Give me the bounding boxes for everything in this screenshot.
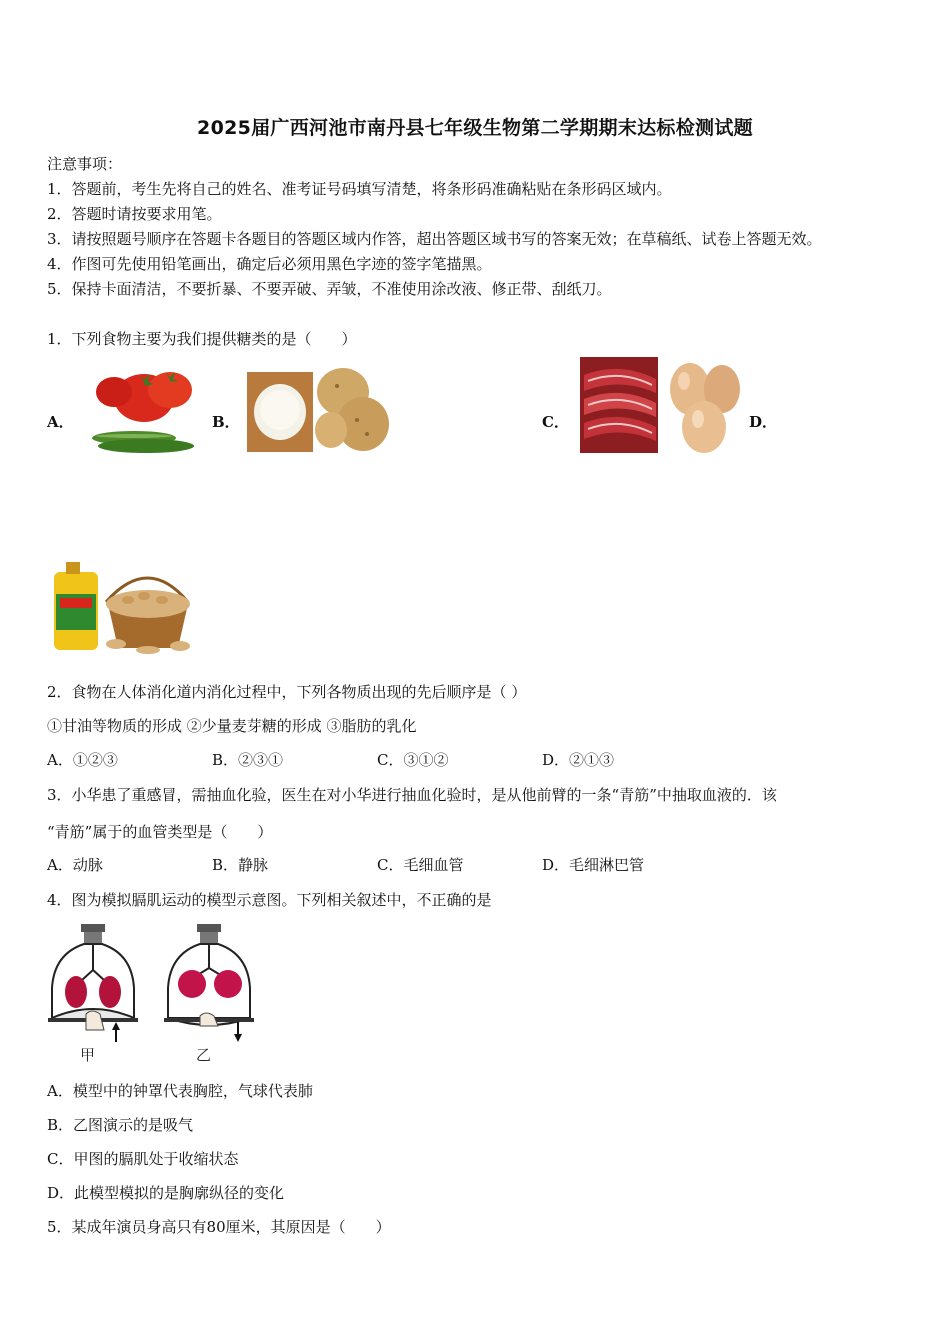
q3-option-b: B．静脉 [212, 856, 269, 874]
notice-item: 3．请按照题号顺序在答题卡各题目的答题区域内作答，超出答题区域书写的答案无效；在草稿纸、试卷上答题无效。 [47, 230, 822, 248]
q1-option-d-label: D． [749, 413, 778, 431]
page-title: 2025届广西河池市南丹县七年级生物第二学期期末达标检测试题 [197, 117, 753, 139]
beef-eggs-image [580, 355, 742, 455]
diaphragm-model-figure [46, 918, 258, 1068]
q2-option-a: A．①②③ [47, 751, 118, 769]
q4-option-d: D．此模型模拟的是胸廓纵径的变化 [47, 1184, 285, 1202]
rice-potato-image [245, 362, 393, 456]
tomato-cucumber-image [84, 360, 204, 456]
notice-item: 5．保持卡面清洁，不要折暴、不要弄破、弄皱，不准使用涂改液、修正带、刮纸刀。 [47, 280, 612, 298]
q4-option-a: A．模型中的钟罩代表胸腔，气球代表肺 [47, 1082, 313, 1100]
notice-heading: 注意事项： [47, 155, 123, 173]
figure-label-yi: 乙 [196, 1046, 212, 1064]
figure-label-jia: 甲 [80, 1046, 96, 1064]
oil-peanuts-image [48, 558, 200, 654]
question-3-stem-line2: “青筋”属于的血管类型是（ ） [47, 823, 273, 841]
notice-item: 4．作图可先使用铅笔画出，确定后必须用黑色字迹的签字笔描黑。 [47, 255, 492, 273]
q1-option-c-label: C． [542, 413, 569, 431]
question-2-stem: 2．食物在人体消化道内消化过程中，下列各物质出现的先后顺序是（ ） [47, 683, 527, 701]
q3-option-c: C．毛细血管 [377, 856, 464, 874]
q1-option-b-label: B． [212, 413, 240, 431]
q4-option-c: C．甲图的膈肌处于收缩状态 [47, 1150, 239, 1168]
question-4-stem: 4．图为模拟膈肌运动的模型示意图。下列相关叙述中，不正确的是 [47, 891, 492, 909]
q1-option-a-label: A． [47, 413, 74, 431]
q2-option-c: C．③①② [377, 751, 449, 769]
q3-option-d: D．毛细淋巴管 [542, 856, 645, 874]
question-5-stem: 5．某成年演员身高只有80厘米，其原因是（ ） [47, 1218, 391, 1236]
notice-item: 2．答题时请按要求用笔。 [47, 205, 222, 223]
notice-item: 1．答题前，考生先将自己的姓名、准考证号码填写清楚，将条形码准确粘贴在条形码区域内。 [47, 180, 672, 198]
q3-option-a: A．动脉 [47, 856, 103, 874]
question-2-subitems: ①甘油等物质的形成 ②少量麦芽糖的形成 ③脂肪的乳化 [47, 717, 417, 735]
q2-option-b: B．②③① [212, 751, 284, 769]
q2-option-d: D．②①③ [542, 751, 615, 769]
q4-option-b: B．乙图演示的是吸气 [47, 1116, 194, 1134]
question-3-stem-line1: 3．小华患了重感冒，需抽血化验，医生在对小华进行抽血化验时，是从他前臂的一条“青筋”中抽取血液的．该 [47, 786, 777, 804]
question-1-stem: 1．下列食物主要为我们提供糖类的是（ ） [47, 330, 357, 348]
